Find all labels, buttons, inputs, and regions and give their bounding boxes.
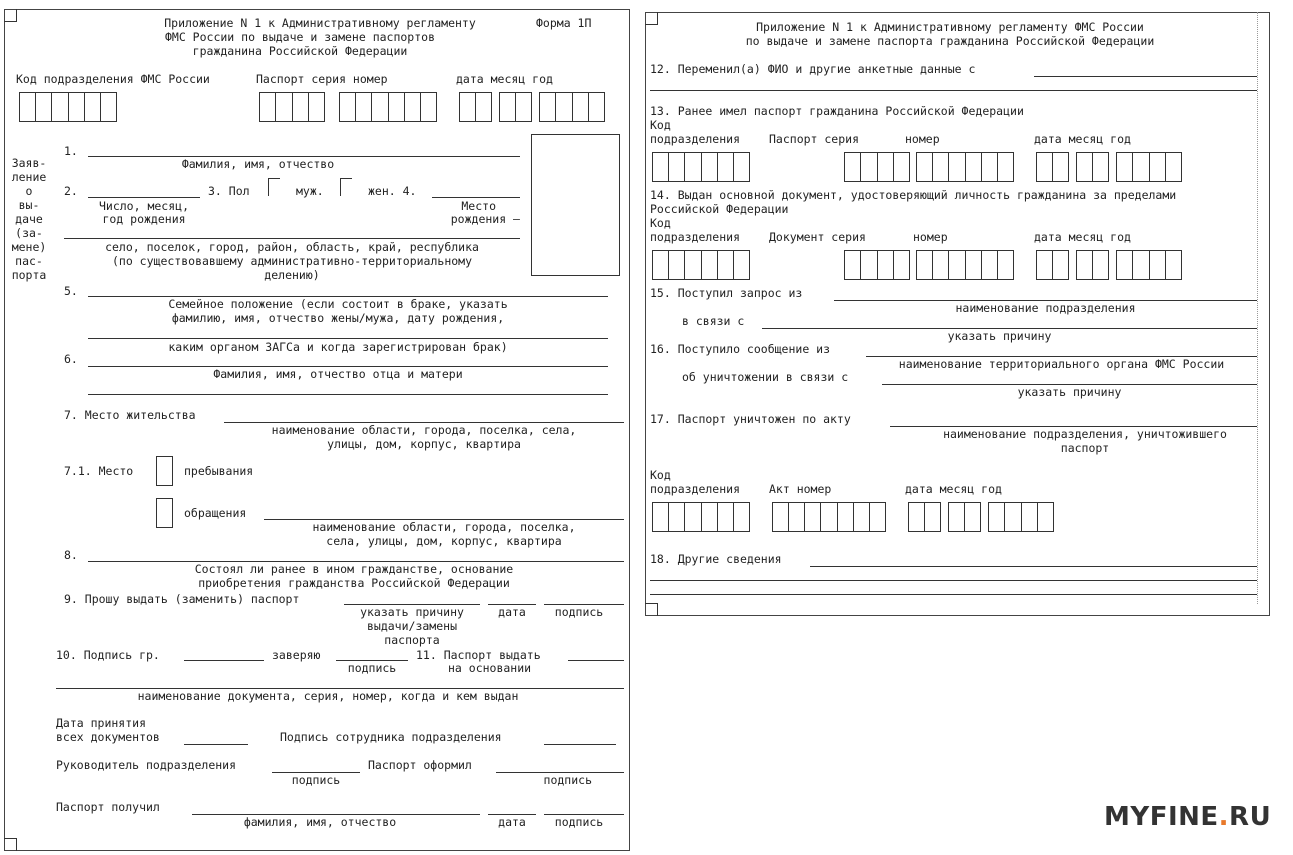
foreign-doc-year-boxes[interactable] [1116,250,1182,280]
citizen-sign-line[interactable] [184,660,264,661]
date-label-13: дата месяц год [1034,132,1131,146]
female-checkbox[interactable] [340,178,352,196]
prev-passport-month-boxes[interactable] [1076,152,1109,182]
field-16-label: 16. Поступило сообщение из [650,342,831,356]
issue-basis-line-1[interactable] [568,660,624,661]
request-reason-caption-3: паспорта [384,633,440,647]
birth-place-desc-1: село, поселок, город, район, область, край, республика [105,240,479,254]
field-14-label-2: Российской Федерации [650,202,789,216]
staff-sign-line[interactable] [544,744,616,745]
request-reason-caption-2: выдачи/замены [366,619,457,633]
doc-series-14: Документ серия [769,230,866,244]
birth-place-line-2[interactable] [64,238,520,239]
passport-series-boxes[interactable] [259,92,325,122]
foreign-doc-code-boxes[interactable] [652,250,750,280]
right-margin-line [1257,12,1258,604]
field-16-caption: наименование территориального органа ФМС России [898,357,1225,371]
birth-date-line[interactable] [88,197,200,198]
field-17-caption-1: наименование подразделения, уничтожившего [943,427,1227,441]
request-date-caption: дата [498,605,526,619]
field-8-number: 8. [64,548,78,562]
field-13-label: 13. Ранее имел паспорт гражданина Российской Федерации [650,104,1024,118]
foreign-doc-day-boxes[interactable] [1036,250,1069,280]
passport-series-label: Паспорт серия номер [256,72,388,86]
dept-word-13: подразделения [650,132,741,146]
act-number-boxes[interactable] [772,502,886,532]
act-year-boxes[interactable] [988,502,1054,532]
act-day-boxes[interactable] [908,502,941,532]
prev-passport-series-boxes[interactable] [844,152,910,182]
myfine-logo [1104,802,1271,832]
field-17-label: 17. Паспорт уничтожен по акту [650,412,851,426]
birth-place-line-1[interactable] [432,197,520,198]
field-12-line-1[interactable] [1034,76,1257,77]
female-label: жен. 4. [368,184,417,198]
act-code-boxes[interactable] [652,502,750,532]
field-16-destroy: об уничтожении в связи с [682,370,849,384]
corner-mark [4,838,17,851]
birth-place-desc-2: (по существовавшему административно-территориальному [111,254,473,268]
code-word-13: Код [650,118,671,132]
form-number: Форма 1П [536,16,592,30]
appeal-checkbox[interactable] [156,498,173,528]
corner-mark [645,12,658,25]
field-12-label: 12. Переменил(а) ФИО и другие анкетные данные с [650,62,976,76]
accept-date-line[interactable] [184,744,248,745]
field-15-label: 15. Поступил запрос из [650,286,803,300]
field-17-caption-2: паспорт [1060,441,1110,455]
marital-caption-1: Семейное положение (если состоит в браке, указать [168,297,508,311]
field-18-line-1[interactable] [810,566,1257,567]
date-label-17: дата месяц год [905,482,1002,496]
request-sign-caption: подпись [554,605,604,619]
field-15-because: в связи с [682,314,745,328]
issued-by-caption: подпись [543,773,592,787]
certify-sign-caption: подпись [347,661,397,675]
year-boxes[interactable] [539,92,605,122]
date-label-14: дата месяц год [1034,230,1131,244]
right-header-line-2: по выдаче и замене паспорта гражданина Российской Федерации [745,34,1155,48]
field-5-number: 5. [64,284,78,298]
left-header-line-1: Приложение N 1 к Административному регламенту [164,16,476,30]
accept-date-label-1: Дата принятия [56,716,147,730]
passport-number-boxes[interactable] [339,92,437,122]
field-18-line-3[interactable] [650,594,1257,595]
field-1-number: 1. [64,144,78,158]
photo-box [531,134,620,276]
sex-label: 3. Пол [208,184,250,198]
logo-text: MYFINE [1104,802,1219,832]
dept-word-17: подразделения [650,482,741,496]
request-reason-caption-1: указать причину [360,605,464,619]
full-name-caption: Фамилия, имя, отчество [181,157,335,171]
parents-caption: Фамилия, имя, отчество отца и матери [213,367,463,381]
parents-line-2[interactable] [88,394,608,395]
corner-mark [645,603,658,616]
received-date-caption: дата [498,815,526,829]
field-18-label: 18. Другие сведения [650,552,782,566]
birth-place-caption-1: Место [461,199,496,213]
request-label: 9. Прошу выдать (заменить) паспорт [64,592,300,606]
citizenship-caption-1: Состоял ли ранее в ином гражданстве, основание [194,562,514,576]
field-12-line-2[interactable] [650,90,1257,91]
birth-place-desc-3: делению) [264,268,320,282]
field-18-line-2[interactable] [650,580,1257,581]
residence-caption-2: улицы, дом, корпус, квартира [327,437,521,451]
prev-passport-number-boxes[interactable] [916,152,1014,182]
stay-checkbox[interactable] [156,456,173,486]
document-caption: наименование документа, серия, номер, когда и кем выдан [137,689,519,703]
left-header-line-3: гражданина Российской Федерации [192,44,408,58]
day-boxes[interactable] [459,92,492,122]
logo-dot: . [1218,802,1230,832]
month-boxes[interactable] [499,92,532,122]
male-checkbox[interactable] [268,178,280,196]
field-14-label-1: 14. Выдан основной документ, удостоверяющий личность гражданина за пределами [650,188,1177,202]
marital-caption-2: фамилию, имя, отчество жены/мужа, дату рождения, [171,311,505,325]
code-word-14: Код [650,216,671,230]
right-header-line-1: Приложение N 1 к Административному регламенту ФМС России [756,20,1144,34]
field-15-reason-caption: указать причину [947,329,1052,343]
received-sign-caption: подпись [554,815,604,829]
logo-suffix: RU [1229,802,1272,832]
birth-date-caption-1: Число, месяц, [98,199,189,213]
dept-code-boxes[interactable] [19,92,117,122]
certify-label: заверяю [272,648,321,662]
left-header-line-2: ФМС России по выдаче и замене паспортов [164,30,436,44]
foreign-doc-number-boxes[interactable] [916,250,1014,280]
birth-place-caption-2: рождения – [450,212,520,226]
stay-address-caption-1: наименование области, города, поселка, [312,520,576,534]
field-16-reason-caption: указать причину [1017,385,1122,399]
prev-passport-code-boxes[interactable] [652,152,750,182]
issue-basis-label-2: на основании [448,661,532,675]
field-2-number: 2. [64,184,78,198]
citizenship-caption-2: приобретения гражданства Российской Федерации [198,576,510,590]
field-6-number: 6. [64,352,78,366]
marital-caption-3: каким органом ЗАГСа и когда зарегистрирован брак) [168,340,508,354]
foreign-doc-month-boxes[interactable] [1076,250,1109,280]
accept-date-label-2: всех документов [56,730,160,744]
corner-mark [4,9,17,22]
number-word-13: номер [905,132,940,146]
stay-place-label: 7.1. Место [64,464,134,478]
field-15-caption: наименование подразделения [955,301,1136,315]
male-label: муж. [296,184,324,198]
prev-passport-day-boxes[interactable] [1036,152,1069,182]
marital-line-2[interactable] [88,338,608,339]
issued-by-label: Паспорт оформил [368,758,472,772]
dept-word-14: подразделения [650,230,741,244]
foreign-doc-series-boxes[interactable] [844,250,910,280]
received-name-caption: фамилия, имя, отчество [243,815,397,829]
appeal-label: обращения [184,506,247,520]
staff-sign-label: Подпись сотрудника подразделения [280,730,502,744]
act-month-boxes[interactable] [948,502,981,532]
prev-passport-year-boxes[interactable] [1116,152,1182,182]
stay-label: пребывания [184,464,254,478]
residence-label: 7. Место жительства [64,408,196,422]
date-label: дата месяц год [456,72,553,86]
head-sign-caption: подпись [291,773,341,787]
stay-address-caption-2: села, улицы, дом, корпус, квартира [326,534,562,548]
residence-caption-1: наименование области, города, поселка, села, [271,423,577,437]
received-label: Паспорт получил [56,800,160,814]
birth-date-caption-2: год рождения [102,212,186,226]
passport-series-13: Паспорт серия [769,132,860,146]
head-label: Руководитель подразделения [56,758,237,772]
citizen-sign-label: 10. Подпись гр. [56,648,160,662]
number-word-14: номер [913,230,948,244]
code-word-17: Код [650,468,671,482]
act-number-label: Акт номер [769,482,832,496]
dept-code-label: Код подразделения ФМС России [16,72,210,86]
issue-basis-label-1: 11. Паспорт выдать [416,648,541,662]
